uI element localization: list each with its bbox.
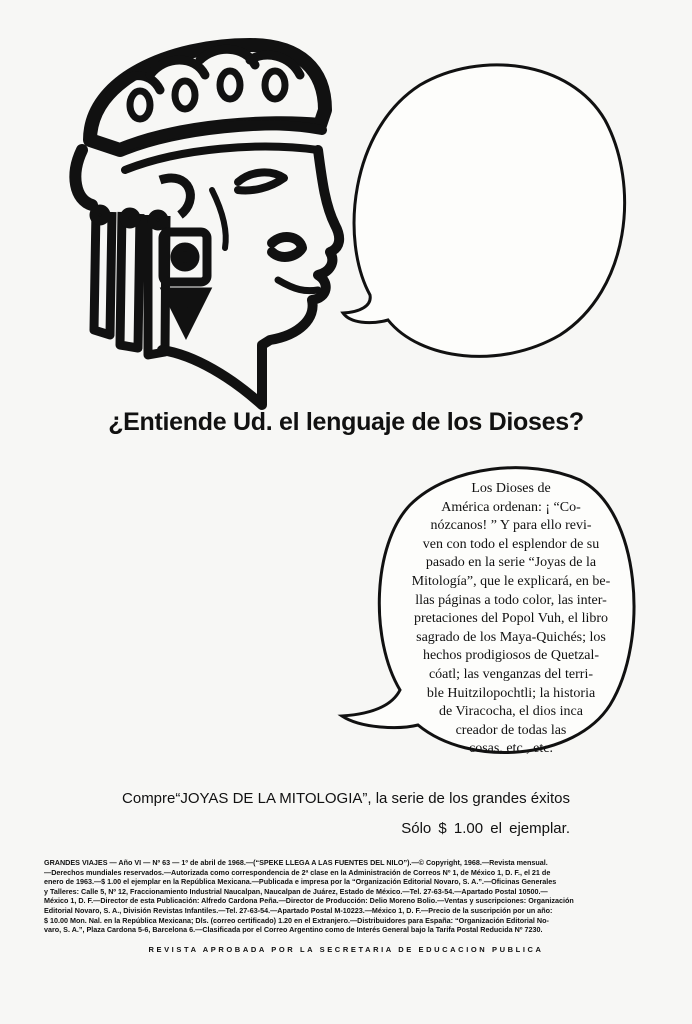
- bubble-line: cóatl; las venganzas del terri-: [428, 666, 594, 682]
- headline: ¿Entiende Ud. el lenguaje de los Dioses?: [108, 408, 584, 436]
- promo-line: Compre“JOYAS DE LA MITOLOGIA”, la serie de los grandes éxitos: [122, 790, 570, 807]
- colophon-line: $ 10.00 Mon. Nal. en la República Mexicana; Dls. (correo certificado) 1.20 en el Extranjero.—Distribuidores para España: “Organización Editorial No-: [44, 915, 549, 925]
- bubble-line: llas páginas a todo color, las inter-: [415, 592, 607, 608]
- colophon: [44, 858, 644, 935]
- colophon-line: —Derechos mundiales reservados.—Autorizada como correspondencia de 2ª clase en la Administración de Correos Nº 1, de México 1, D. F., el 21 de: [44, 867, 551, 877]
- tassels-icon: [94, 209, 166, 355]
- bubble-line: ven con todo el esplendor de su: [422, 536, 600, 552]
- bubble-line: sagrado de los Maya-Quichés; los: [416, 629, 606, 645]
- colophon-line: Editorial Novaro, S. A., División Revistas Infantiles.—Tel. 27-63-54.—Apartado Postal M-10223.—México 1, D. F.—Precio de la suscripción por un año:: [44, 905, 553, 915]
- colophon-line: varo, S. A.”, Plaza Cardona 5-6, Barcelona 6.—Clasificada por el Correo Argentino como de Interés General bajo la Tarifa Postal Reducida Nº 7230.: [44, 925, 543, 935]
- colophon-line: y Talleres: Calle 5, Nº 12, Fraccionamiento Industrial Naucalpan, Naucalpan de Juárez, Estado de México.—Tel. 27-63-54.—Apartado Postal 10500.—: [44, 886, 548, 896]
- price-line: Sólo $ 1.00 el ejemplar.: [401, 820, 570, 837]
- bubble-line: Mitología”, que le explicará, en be-: [411, 573, 611, 589]
- colophon-line: México 1, D. F.—Director de esta Publicación: Alfredo Cardona Peña.—Director de Producción: Delio Moreno Bolio.—Ventas y suscripciones: Organización: [44, 896, 574, 906]
- bubble-line: cosas, etc., etc.: [469, 741, 553, 757]
- bubble-line: de Viracocha, el dios inca: [439, 704, 583, 720]
- bubble-line: América ordenan: ¡ “Co-: [441, 499, 581, 515]
- bubble-line: Los Dioses de: [471, 481, 551, 496]
- bubble-line: ble Huitzilopochtli; la historia: [426, 685, 596, 701]
- headdress-icon: [75, 45, 325, 205]
- bubble-text: [398, 480, 624, 759]
- colophon-line: enero de 1963.—$ 1.00 el ejemplar en la República Mexicana.—Publicada e impresa por la “Organización Editorial Novaro, S. A.”.—Oficinas Generales: [44, 877, 557, 887]
- upper-speech-bubble: [343, 65, 625, 357]
- bubble-line: creador de todas las: [455, 722, 567, 738]
- colophon-line: GRANDES VIAJES — Año VI — Nº 63 — 1º de abril de 1968.—(“SPEKE LLEGA A LAS FUENTES DEL NILO”).—© Copyright, 1968.—Revista mensual.: [44, 858, 548, 867]
- bubble-line: pasado en la serie “Joyas de la: [425, 555, 597, 571]
- bubble-line: nózcanos! ” Y para ello revi-: [430, 518, 592, 534]
- approval-notice: REVISTA APROBADA POR LA SECRETARIA DE EDUCACION PUBLICA: [148, 945, 544, 954]
- bubble-line: pretaciones del Popol Vuh, el libro: [413, 611, 609, 627]
- bubble-line: hechos prodigiosos de Quetzal-: [422, 648, 600, 664]
